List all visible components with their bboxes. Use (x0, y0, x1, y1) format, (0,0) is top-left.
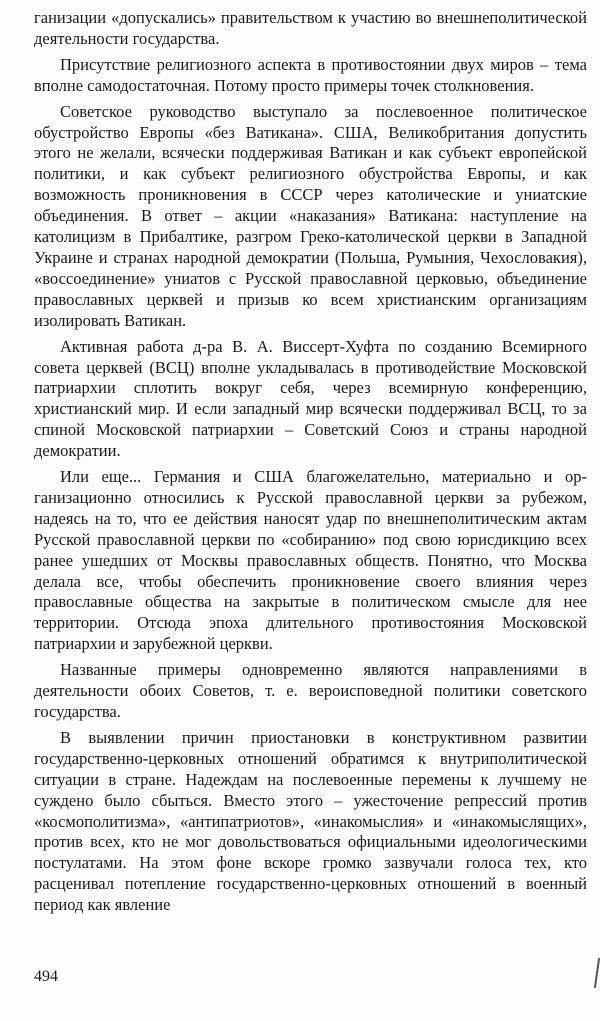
body-text (34, 8, 587, 921)
paragraph-6: Названные примеры одновременно являются направлениями в деятельности обоих Советов, т. е. вероисповедной политики советского государства. (34, 660, 587, 721)
paragraph-1: ганизации «допускались» правительством к участию во внешнеполитической деятельности государства. (34, 8, 587, 48)
paragraph-4: Активная работа д-ра В. А. Виссерт-Хуфта по созданию Всемирного совета церквей (ВСЦ) вполне укладывалась в противодействие Московской патриархии сплотить вокруг себя, через всемирную конференцию, христианский мир. И если западный мир всячески поддерживал ВСЦ, то за спиной Московской патриархии – Советский Союз и страны народной демократии. (34, 336, 587, 461)
page-edge-mark (594, 958, 600, 988)
page-number: 494 (34, 968, 58, 985)
paragraph-2: Присутствие религиозного аспекта в противостоянии двух миров – тема вполне самодостаточная. Потому просто примеры точек столкновения. (34, 54, 587, 95)
paragraph-3: Советское руководство выступало за послевоенное политическое обустройство Европы «без Ватикана». США, Великобритания допустить этого не желали, всячески поддерживая Ватикан и как субъект европейской политики, и как субъект религиозного обустройства Европы, и как возможность проникновения в СССР через католические и униатские объединения. В ответ – акции «наказания» Ватикана: наступление на католицизм в Прибалтике, разгром Греко-католической церкви в Западной Украине и странах народной демократии (Польша, Румыния, Чехословакия), «воссоединение» униатов с Русской православной церковью, объединение православных церквей и призыв ко всем христианским организациям изолировать Ватикан. (34, 101, 587, 330)
paragraph-5: Или еще... Германия и США благожелательно, материально и организационно относились к Русской православной церкви за рубежом, надеясь на то, что ее действия наносят удар по внешнеполитическим актам Русской православной церкви по «собиранию» под свою юрисдикцию всех ранее ушедших от Москвы православных обществ. Понятно, что Москва делала все, чтобы обеспечить проникновение своего влияния через православные общества на закрытые в политическом смысле для нее территории. Отсюда эпоха длительного противостояния Московской патриархии и зарубежной церкви. (34, 467, 587, 654)
paragraph-7: В выявлении причин приостановки в конструктивном развитии государственно-церковных отношений обратимся к внутриполитической ситуации в стране. Надеждам на послевоенные перемены к лучшему не суждено было сбыться. Вместо этого – ужесточение репрессий против «космополитизма», «антипатриотов», «инакомыслия» и «инакомыслящих», против всех, кто не мог довольствоваться официальными идеологическими постулатами. На этом фоне вскоре громко зазвучали голоса тех, кто расценивал потепление государственно-церковных отношений в военный период как явление (34, 727, 587, 915)
